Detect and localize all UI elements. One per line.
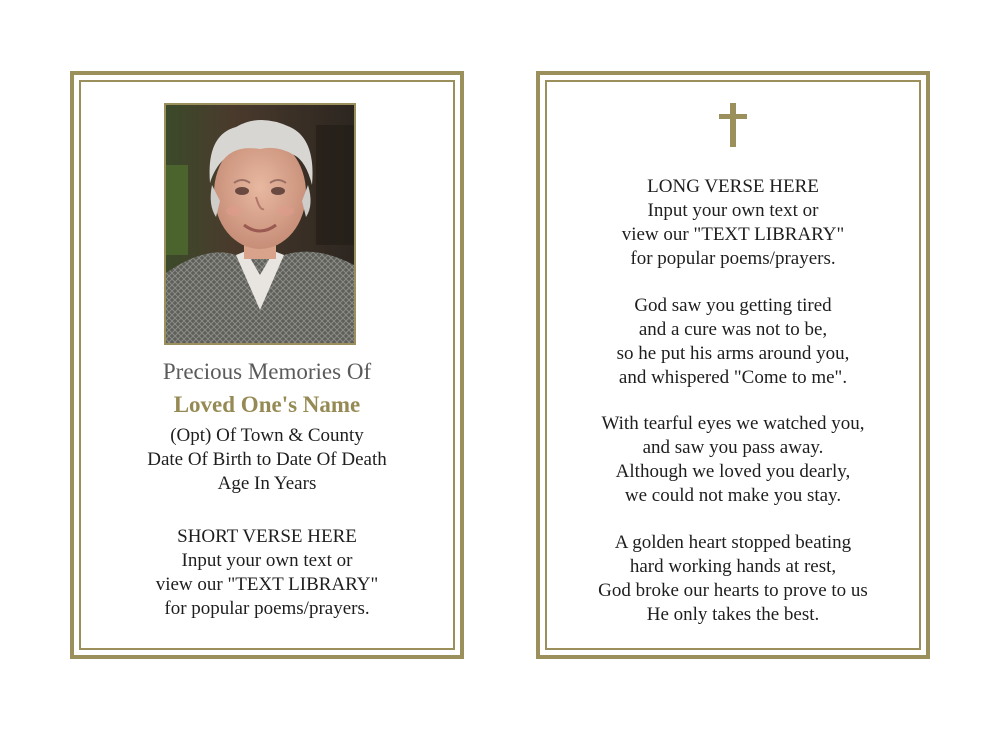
details-block [74,424,460,496]
verse-line: SHORT VERSE HERE [177,526,357,547]
town-county-line: (Opt) Of Town & County [170,425,364,446]
card-back-content [540,75,926,655]
age-line: Age In Years [217,473,317,494]
verse-line: Input your own text or [181,550,353,571]
verse-line: A golden heart stopped beating [614,532,852,553]
verse-line: view our "TEXT LIBRARY" [155,574,379,595]
verse-line: He only takes the best. [646,604,820,625]
dates-line: Date Of Birth to Date Of Death [147,449,387,470]
verse-line: hard working hands at rest, [629,556,837,577]
verse-line: and whispered "Come to me". [618,367,848,388]
memorial-heading: Precious Memories Of [162,359,372,384]
verse-line: for popular poems/prayers. [630,248,836,269]
card-front-content [74,75,460,655]
long-verse-block [540,175,926,271]
verse-line: LONG VERSE HERE [647,176,819,197]
short-verse-block [74,525,460,621]
verse-line: and saw you pass away. [642,437,824,458]
verse-line: With tearful eyes we watched you, [601,413,865,434]
poem-stanza-2 [540,412,926,508]
verse-line: for popular poems/prayers. [164,598,370,619]
portrait-illustration [166,105,354,343]
verse-line: God saw you getting tired [634,295,832,316]
memorial-card-back [536,71,930,659]
poem-stanza-1 [540,294,926,390]
verse-line: Although we loved you dearly, [615,461,851,482]
verse-line: God broke our hearts to prove to us [598,580,868,601]
verse-line: view our "TEXT LIBRARY" [621,224,845,245]
portrait-photo[interactable] [164,103,356,345]
verse-line: and a cure was not to be, [638,319,828,340]
loved-one-name: Loved One's Name [173,392,361,417]
cross-icon [719,103,747,147]
verse-line: Input your own text or [647,200,819,221]
verse-line: we could not make you stay. [624,485,842,506]
memorial-card-front [70,71,464,659]
poem-stanza-3 [540,531,926,627]
verse-line: so he put his arms around you, [616,343,850,364]
